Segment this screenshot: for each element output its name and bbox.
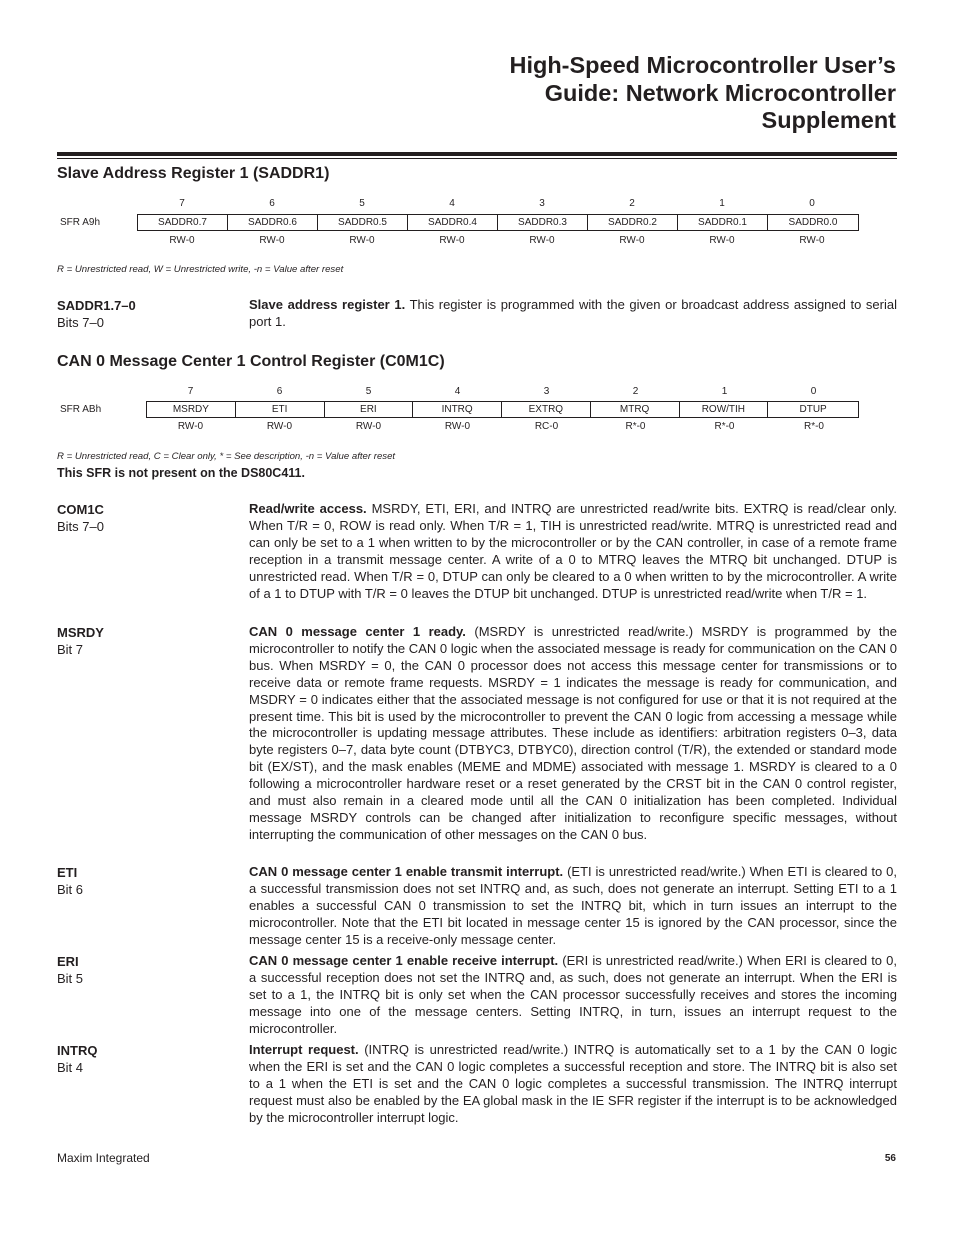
bit-number: 4 bbox=[449, 198, 455, 209]
access-value: RW-0 bbox=[355, 421, 382, 432]
sfr-address: SFR A9h bbox=[60, 217, 101, 228]
register-bit-cell: ETI bbox=[236, 402, 325, 417]
register-bit-cell: SADDR0.0 bbox=[788, 217, 838, 228]
register-bit-cell: SADDR0.1 bbox=[678, 215, 768, 230]
field-name: ERI bbox=[57, 954, 79, 969]
section-title-saddr1: Slave Address Register 1 (SADDR1) bbox=[57, 165, 330, 182]
register-legend: R = Unrestricted read, W = Unrestricted write, -n = Value after reset bbox=[57, 264, 344, 275]
register-legend: R = Unrestricted read, C = Clear only, * = See description, -n = Value after reset bbox=[57, 451, 396, 462]
register-bit-cell: INTRQ bbox=[413, 402, 502, 417]
field-name: ETI bbox=[57, 865, 78, 880]
field-heading: Interrupt request. bbox=[249, 1042, 359, 1057]
field-body: (ERI is unrestricted read/write.) When ERI is cleared to 0, a successful reception does not set the INTRQ and, as such, does not generate an interrupt. When the ERI is set to a 1, the INTRQ bit is only set when the CAN processor successfully receives and stores the incoming message into one of the message centers. Setting INTRQ, in turn, issues an interrupt request to the microcontroller. bbox=[249, 953, 897, 1036]
bit-number: 1 bbox=[721, 386, 728, 397]
access-value: RW-0 bbox=[439, 235, 465, 246]
bit-number: 5 bbox=[359, 198, 365, 209]
field-heading: CAN 0 message center 1 ready. bbox=[249, 624, 466, 639]
access-value: RW-0 bbox=[444, 421, 471, 432]
bit-number: 6 bbox=[276, 386, 283, 397]
field-text bbox=[249, 953, 897, 1038]
access-value: RW-0 bbox=[799, 235, 825, 246]
access-value: RW-0 bbox=[177, 421, 204, 432]
register-bit-cell: SADDR0.5 bbox=[318, 215, 408, 230]
footer-company: Maxim Integrated bbox=[57, 1151, 150, 1165]
bit-number: 7 bbox=[187, 386, 194, 397]
field-body: MSRDY, ETI, ERI, and INTRQ are unrestricted read/write bits. EXTRQ is read/clear only. When T/R = 0, ROW is read only. When T/R = 1, TIH is unrestricted read/write. MTRQ is unrestricted read and can only be set to a 1 when written to by the microcontroller or by the CAN controller, in case of a remote frame reception in a transmit message center. A write of a 0 to MTRQ leaves the MTRQ bit unchanged. DTUP is unrestricted read. When T/R = 0, DTUP can only be cleared to a 0 when written to by the microcontroller. A write of a 1 to DTUP with T/R = 0 leaves the DTUP bit unchanged. DTUP is unrestricted read/write when T/R = 1. bbox=[249, 501, 897, 601]
register-bit-cell: EXTRQ bbox=[502, 402, 591, 417]
field-name: COM1C bbox=[57, 502, 104, 517]
field-body: This register is programmed with the given or broadcast address assigned to serial port 1. bbox=[249, 297, 898, 329]
document-title bbox=[509, 52, 896, 135]
access-value: RW-0 bbox=[619, 235, 645, 246]
field-heading: Read/write access. bbox=[249, 501, 367, 516]
register-bit-map bbox=[146, 401, 859, 418]
bit-number: 6 bbox=[269, 198, 275, 209]
field-heading: CAN 0 message center 1 enable receive interrupt. bbox=[249, 953, 559, 968]
register-bit-cell: DTUP bbox=[799, 404, 827, 415]
field-label bbox=[57, 864, 83, 898]
field-body: (INTRQ is unrestricted read/write.) INTRQ is automatically set to a 1 by the CAN 0 logic when the ERI is set and the CAN 0 logic completes a successful reception and store. The INTRQ bit is also set to a 1 when the ETI is set and the CAN 0 logic completes a successful transmission. The INTRQ interrupt request must also be enabled by the EA global mask in the IE SFR register if the interrupt is to be acknowledged by the microcontroller interrupt logic. bbox=[249, 1042, 897, 1125]
register-bit-cell: MSRDY bbox=[147, 402, 236, 417]
field-heading: Slave address register 1. bbox=[249, 297, 406, 312]
field-heading: CAN 0 message center 1 enable transmit interrupt. bbox=[249, 864, 564, 879]
field-label bbox=[57, 1042, 97, 1076]
field-label bbox=[57, 297, 136, 331]
access-value: RW-0 bbox=[169, 235, 195, 246]
field-text bbox=[249, 624, 897, 844]
access-value: RC-0 bbox=[534, 421, 559, 432]
bit-number: 4 bbox=[454, 386, 461, 397]
page-number: 56 bbox=[884, 1153, 896, 1164]
field-name: SADDR1.7–0 bbox=[57, 298, 136, 313]
access-value: RW-0 bbox=[349, 235, 375, 246]
field-bits: Bits 7–0 bbox=[57, 519, 104, 534]
field-bits: Bit 5 bbox=[57, 971, 84, 986]
bit-number: 2 bbox=[632, 386, 639, 397]
register-bit-cell: SADDR0.4 bbox=[408, 215, 498, 230]
bit-number: 3 bbox=[539, 198, 545, 209]
field-bits: Bit 7 bbox=[57, 642, 84, 657]
field-body: (ETI is unrestricted read/write.) When ETI is cleared to 0, a successful transmission does not set INTRQ and, as such, does not generate an interrupt. Setting ETI to a 1 enables a successful CAN 0 transmission to set the INTRQ bit, which in turn issues an interrupt to the microcontroller. Note that the ETI bit located in message center 15 is ignored by the CAN processor, since the message center 15 is a receive-only message center. bbox=[249, 864, 898, 947]
bit-number-row bbox=[137, 198, 857, 209]
field-bits: Bit 6 bbox=[57, 882, 84, 897]
register-bit-cell: ROW/TIH bbox=[680, 402, 769, 417]
header-rule-thin bbox=[57, 158, 897, 159]
bit-number: 0 bbox=[810, 386, 817, 397]
title-line: Guide: Network Microcontroller bbox=[544, 79, 896, 106]
access-value: RW-0 bbox=[266, 421, 293, 432]
access-value: R*-0 bbox=[714, 421, 735, 432]
bit-number: 7 bbox=[179, 198, 185, 209]
register-bit-cell: SADDR0.6 bbox=[228, 215, 318, 230]
access-value: R*-0 bbox=[625, 421, 646, 432]
register-bit-map bbox=[137, 214, 859, 231]
field-text bbox=[249, 1042, 897, 1127]
title-line: High-Speed Microcontroller User’s bbox=[509, 52, 896, 78]
access-value: RW-0 bbox=[709, 235, 735, 246]
access-value: RW-0 bbox=[529, 235, 555, 246]
register-bit-cell: SADDR0.7 bbox=[138, 215, 228, 230]
bit-number: 3 bbox=[543, 386, 550, 397]
register-bit-cell: SADDR0.2 bbox=[588, 215, 678, 230]
field-text bbox=[249, 501, 897, 602]
access-value: RW-0 bbox=[259, 235, 285, 246]
field-label bbox=[57, 953, 83, 987]
access-row bbox=[146, 421, 859, 432]
field-bits: Bits 7–0 bbox=[57, 315, 104, 330]
field-name: INTRQ bbox=[57, 1043, 98, 1058]
title-line: Supplement bbox=[761, 107, 896, 133]
field-body: (MSRDY is unrestricted read/write.) MSRDY is programmed by the microcontroller to notify the CAN 0 logic when the associated message is ready for communication on the CAN 0 bus. When MSRDY = 0, the CAN 0 processor does not access this message center for transmissions or to receive data or remote frame requests. MSRDY = 1 indicates the message is ready for communication, and MSDRY = 0 indicates either that the associated message is not configured for use or that it is not required at the present time. This bit is used by the microcontroller to prevent the CAN 0 logic from accessing a message while the microcontroller is updating message attributes. These include as identifiers: arbitration registers 0–3, data byte registers 0–7, data byte count (DTBYC3, DTBYC0), direction control (T/R), the extended or standard mode bit (EX/ST), and the mask enables (MEME and MDME) associated with message 1. MSRDY is cleared to a 0 following a microcontroller hardware reset or a reset generated by the CRST bit in the CAN 0 control register, and must also remain in a cleared mode until all the CAN 0 initialization has been completed. Individual message MSRDY controls can be changed after initialization to reconfigure specific messages, without interrupting the communication of other messages on the CAN 0 bus. bbox=[249, 624, 897, 842]
section-title-c0m1c: CAN 0 Message Center 1 Control Register (C0M1C) bbox=[57, 353, 445, 370]
bit-number: 2 bbox=[629, 198, 635, 209]
bit-number: 5 bbox=[365, 386, 372, 397]
access-value: R*-0 bbox=[803, 421, 824, 432]
field-bits: Bit 4 bbox=[57, 1060, 84, 1075]
register-bit-cell: MTRQ bbox=[591, 402, 680, 417]
register-note: This SFR is not present on the DS80C411. bbox=[57, 466, 305, 480]
field-name: MSRDY bbox=[57, 625, 104, 640]
field-label bbox=[57, 624, 104, 658]
register-bit-cell: SADDR0.3 bbox=[498, 215, 588, 230]
header-rule-thick bbox=[57, 152, 897, 156]
field-text bbox=[249, 864, 897, 949]
access-row bbox=[137, 235, 857, 246]
field-label bbox=[57, 501, 104, 535]
sfr-address: SFR ABh bbox=[60, 404, 102, 415]
bit-number: 0 bbox=[809, 198, 815, 209]
field-text bbox=[249, 297, 897, 331]
bit-number: 1 bbox=[719, 198, 725, 209]
register-bit-cell: ERI bbox=[325, 402, 414, 417]
bit-number-row bbox=[146, 386, 858, 397]
